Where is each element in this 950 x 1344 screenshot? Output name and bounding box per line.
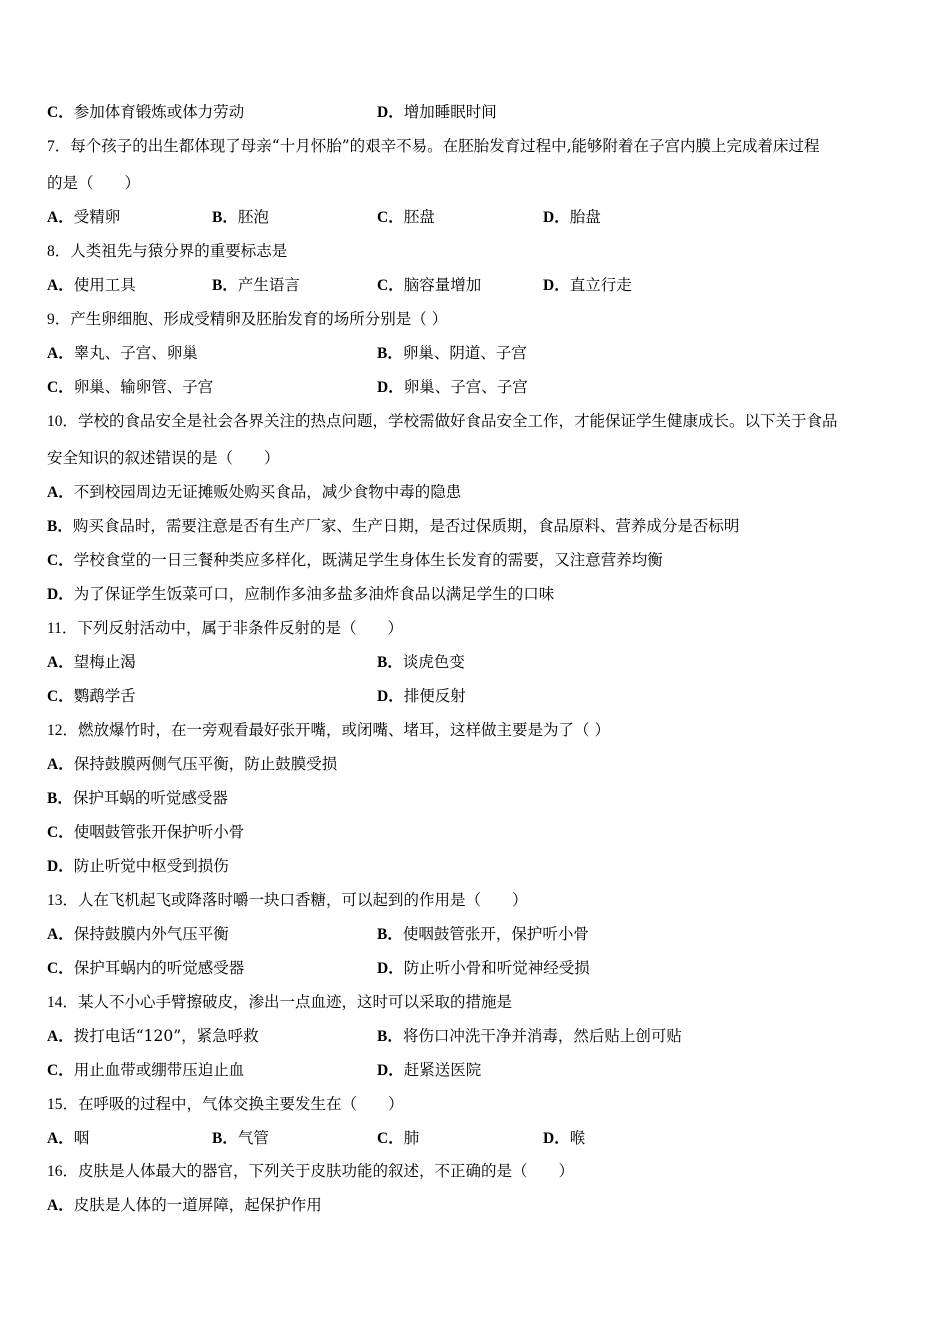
- option-text: 胚泡: [237, 208, 269, 226]
- option-text: 受精卵: [73, 208, 121, 226]
- option-text: 防止听觉中枢受到损伤: [73, 857, 229, 875]
- option-text: 为了保证学生饭菜可口，应制作多油多盐多油炸食品以满足学生的口味: [73, 585, 555, 603]
- question-text: 每个孩子的出生都体现了母亲“十月怀胎”的艰辛不易。在胚胎发育过程中,能够附着在子宫内膜上完成着床过程: [70, 137, 820, 155]
- option-label: B．: [47, 518, 73, 535]
- option-label: B．: [377, 654, 403, 671]
- question-stem: [47, 992, 512, 1013]
- question-stem: [47, 411, 838, 432]
- option-label: A．: [47, 209, 74, 226]
- option-text: 保护耳蜗内的听觉感受器: [73, 959, 245, 977]
- question-number: 16．: [47, 1163, 79, 1180]
- option-row: [377, 1060, 481, 1081]
- question-stem-continued: [47, 448, 280, 468]
- option-label: C．: [47, 1062, 74, 1079]
- option-row: [47, 550, 663, 571]
- option-row: [47, 924, 229, 945]
- option-text: 使咽鼓管张开保护听小骨: [73, 823, 245, 841]
- question-number: 11．: [47, 620, 78, 637]
- option-text: 防止听小骨和听觉神经受损: [403, 959, 590, 977]
- option-text: 学校食堂的一日三餐种类应多样化，既满足学生身体生长发育的需要，又注意营养均衡: [73, 551, 663, 569]
- option-label: C．: [377, 277, 404, 294]
- option-text: 脑容量增加: [403, 276, 482, 294]
- question-text: 某人不小心手臂擦破皮，渗出一点血迹，这时可以采取的措施是: [78, 993, 513, 1011]
- option-text: 肺: [403, 1129, 420, 1147]
- option-row: [47, 1060, 244, 1081]
- option-text: 不到校园周边无证摊贩处购买食品，减少食物中毒的隐患: [73, 483, 462, 501]
- option-label: D．: [377, 960, 404, 977]
- option-text: 产生语言: [237, 276, 300, 294]
- option-text: 使咽鼓管张开，保护听小骨: [402, 925, 589, 943]
- option-row: [47, 822, 244, 843]
- option-text: 排便反射: [403, 687, 466, 705]
- option-row: [377, 924, 589, 945]
- option-row: [377, 686, 466, 707]
- option-row: [377, 207, 435, 228]
- option-text: 谈虎色变: [402, 653, 465, 671]
- option-row: [47, 584, 554, 605]
- option-row: [47, 102, 244, 123]
- question-stem: [47, 136, 820, 157]
- option-row: [377, 377, 528, 398]
- option-label: D．: [47, 858, 74, 875]
- option-text: 喉: [569, 1129, 586, 1147]
- option-label: B．: [377, 1028, 403, 1045]
- option-text: 保护耳蜗的听觉感受器: [72, 789, 228, 807]
- option-row: [47, 482, 461, 503]
- question-stem: [47, 890, 528, 911]
- question-text: 人在飞机起飞或降落时嚼一块口香糖，可以起到的作用是（ ）: [78, 891, 528, 909]
- question-text: 学校的食品安全是社会各界关注的热点问题，学校需做好食品安全工作，才能保证学生健康成长。以下关于食品: [78, 412, 838, 430]
- question-text: 产生卵细胞、形成受精卵及胚胎发育的场所分别是（ ）: [70, 310, 448, 328]
- option-text: 咽: [73, 1129, 90, 1147]
- option-text: 参加体育锻炼或体力劳动: [73, 103, 245, 121]
- question-number: 7．: [47, 138, 71, 155]
- question-stem: [47, 1094, 404, 1115]
- question-stem-continued: [47, 173, 140, 193]
- option-label: C．: [47, 688, 74, 705]
- option-text: 将伤口冲洗干净并消毒，然后贴上创可贴: [402, 1027, 682, 1045]
- option-label: A．: [47, 1130, 74, 1147]
- option-row: [47, 754, 337, 775]
- option-label: B．: [47, 790, 73, 807]
- option-row: [47, 1195, 322, 1216]
- option-label: B．: [212, 209, 238, 226]
- option-label: C．: [47, 824, 74, 841]
- question-number: 15．: [47, 1096, 79, 1113]
- question-text: 人类祖先与猿分界的重要标志是: [70, 242, 288, 260]
- option-row: [377, 343, 527, 364]
- option-row: [47, 856, 229, 877]
- option-row: [47, 686, 136, 707]
- option-row: [212, 275, 300, 296]
- option-text: 胎盘: [569, 208, 601, 226]
- option-label: D．: [377, 104, 404, 121]
- option-text: 皮肤是人体的一道屏障，起保护作用: [73, 1196, 322, 1214]
- option-label: D．: [543, 209, 570, 226]
- option-label: D．: [47, 586, 74, 603]
- option-row: [377, 102, 497, 123]
- question-number: 9．: [47, 311, 71, 328]
- question-number: 14．: [47, 994, 79, 1011]
- question-text: 燃放爆竹时，在一旁观看最好张开嘴，或闭嘴、堵耳，这样做主要是为了（ ）: [78, 721, 610, 739]
- option-label: A．: [47, 277, 74, 294]
- question-text: 皮肤是人体最大的器官，下列关于皮肤功能的叙述，不正确的是（ ）: [78, 1162, 575, 1180]
- option-label: A．: [47, 345, 74, 362]
- option-row: [47, 652, 136, 673]
- option-row: [47, 275, 136, 296]
- option-label: C．: [47, 960, 74, 977]
- option-row: [377, 958, 590, 979]
- option-text: 直立行走: [569, 276, 632, 294]
- option-label: C．: [47, 104, 74, 121]
- option-label: D．: [543, 1130, 570, 1147]
- option-label: A．: [47, 926, 74, 943]
- option-text: 使用工具: [73, 276, 136, 294]
- question-stem: [47, 720, 610, 741]
- option-row: [212, 207, 269, 228]
- option-text: 保持鼓膜两侧气压平衡，防止鼓膜受损: [73, 755, 338, 773]
- option-label: D．: [377, 688, 404, 705]
- option-label: B．: [212, 1130, 238, 1147]
- question-text: 下列反射活动中，属于非条件反射的是（ ）: [77, 619, 403, 637]
- option-row: [377, 275, 481, 296]
- option-label: C．: [47, 552, 74, 569]
- option-row: [47, 788, 228, 809]
- option-row: [47, 516, 739, 537]
- question-text: 在呼吸的过程中，气体交换主要发生在（ ）: [78, 1095, 404, 1113]
- option-row: [543, 207, 601, 228]
- question-stem: [47, 618, 403, 639]
- option-row: [47, 377, 213, 398]
- question-stem: [47, 309, 447, 330]
- question-text: 安全知识的叙述错误的是（ ）: [47, 449, 280, 467]
- option-label: A．: [47, 484, 74, 501]
- option-row: [543, 275, 632, 296]
- option-text: 卵巢、输卵管、子宫: [73, 378, 214, 396]
- option-text: 鹦鹉学舌: [73, 687, 136, 705]
- option-label: D．: [377, 1062, 404, 1079]
- option-label: D．: [543, 277, 570, 294]
- option-text: 增加睡眠时间: [403, 103, 497, 121]
- option-label: A．: [47, 654, 74, 671]
- option-text: 用止血带或绷带压迫止血: [73, 1061, 245, 1079]
- option-label: A．: [47, 1028, 74, 1045]
- question-number: 13．: [47, 892, 79, 909]
- option-label: C．: [47, 379, 74, 396]
- option-row: [377, 1026, 682, 1047]
- question-stem: [47, 241, 287, 262]
- option-row: [47, 207, 120, 228]
- option-text: 卵巢、阴道、子宫: [402, 344, 527, 362]
- question-number: 12．: [47, 722, 79, 739]
- option-text: 望梅止渴: [73, 653, 136, 671]
- option-row: [212, 1128, 269, 1149]
- option-label: B．: [377, 345, 403, 362]
- option-label: C．: [377, 1130, 404, 1147]
- option-text: 气管: [237, 1129, 269, 1147]
- option-row: [47, 958, 244, 979]
- option-text: 卵巢、子宫、子宫: [403, 378, 528, 396]
- question-stem: [47, 1161, 574, 1182]
- option-text: 拨打电话“120”，紧急呼救: [73, 1027, 259, 1045]
- option-row: [47, 1128, 89, 1149]
- option-row: [377, 1128, 419, 1149]
- option-text: 胚盘: [403, 208, 435, 226]
- question-text: 的是（ ）: [47, 174, 141, 192]
- option-label: B．: [212, 277, 238, 294]
- option-text: 赶紧送医院: [403, 1061, 482, 1079]
- option-row: [47, 343, 198, 364]
- option-row: [47, 1026, 259, 1047]
- question-number: 10．: [47, 413, 79, 430]
- option-label: C．: [377, 209, 404, 226]
- option-row: [377, 652, 465, 673]
- option-text: 购买食品时，需要注意是否有生产厂家、生产日期，是否过保质期，食品原料、营养成分是否标明: [72, 517, 740, 535]
- option-label: D．: [377, 379, 404, 396]
- question-number: 8．: [47, 243, 71, 260]
- option-row: [543, 1128, 585, 1149]
- option-label: A．: [47, 1197, 74, 1214]
- option-label: A．: [47, 756, 74, 773]
- option-text: 保持鼓膜内外气压平衡: [73, 925, 229, 943]
- option-label: B．: [377, 926, 403, 943]
- option-text: 睾丸、子宫、卵巢: [73, 344, 198, 362]
